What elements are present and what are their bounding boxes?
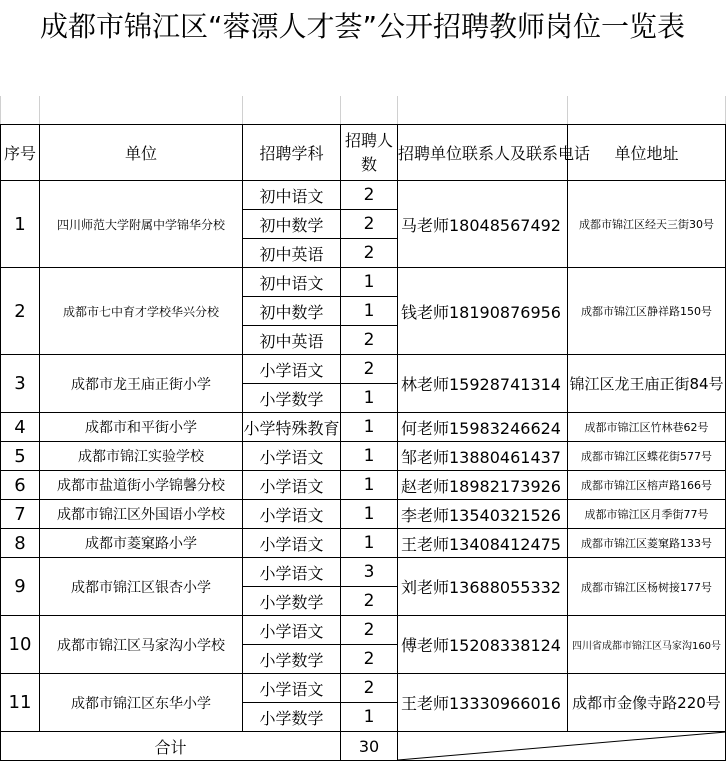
table-row [1,500,726,529]
row-seq: 10 [1,616,40,674]
row-subject: 初中英语 [243,239,341,268]
row-subject: 小学语文 [243,558,341,587]
row-subject: 小学数学 [243,384,341,413]
total-label: 合计 [1,732,341,761]
row-address: 成都市锦江区经天三街30号 [568,181,726,268]
table-row [1,355,726,384]
spacer-row [1,96,726,125]
row-subject: 小学数学 [243,587,341,616]
row-subject: 小学语文 [243,442,341,471]
row-unit: 成都市锦江区银杏小学 [40,558,243,616]
row-count: 1 [341,268,398,297]
table-row [1,558,726,587]
row-seq: 9 [1,558,40,616]
header-subject: 招聘学科 [243,125,341,181]
row-address: 四川省成都市锦江区马家沟160号 [568,616,726,674]
row-unit: 成都市锦江区外国语小学校 [40,500,243,529]
page-title: 成都市锦江区“蓉漂人才荟”公开招聘教师岗位一览表 [39,10,685,43]
row-count: 1 [341,413,398,442]
row-count: 2 [341,616,398,645]
row-subject: 小学语文 [243,529,341,558]
row-unit: 成都市盐道街小学锦馨分校 [40,471,243,500]
row-seq: 6 [1,471,40,500]
row-subject: 小学特殊教育 [243,413,341,442]
row-count: 1 [341,442,398,471]
row-contact: 刘老师13688055332 [398,558,568,616]
row-unit: 成都市锦江实验学校 [40,442,243,471]
row-count: 2 [341,239,398,268]
row-subject: 初中语文 [243,181,341,210]
row-contact: 李老师13540321526 [398,500,568,529]
row-contact: 马老师18048567492 [398,181,568,268]
row-unit: 成都市和平街小学 [40,413,243,442]
row-contact: 王老师13330966016 [398,674,568,732]
row-count: 1 [341,703,398,732]
row-seq: 1 [1,181,40,268]
row-contact: 王老师13408412475 [398,529,568,558]
row-seq: 3 [1,355,40,413]
row-seq: 7 [1,500,40,529]
recruitment-table [0,96,726,761]
row-address: 成都市锦江区蝶花街577号 [568,442,726,471]
row-contact: 邹老师13880461437 [398,442,568,471]
row-subject: 初中语文 [243,268,341,297]
table-row [1,442,726,471]
row-unit: 成都市菱窠路小学 [40,529,243,558]
row-contact: 赵老师18982173926 [398,471,568,500]
header-row [1,125,726,181]
row-unit: 四川师范大学附属中学锦华分校 [40,181,243,268]
header-seq: 序号 [1,125,40,181]
header-count: 招聘人数 [341,125,398,181]
row-address: 成都市锦江区榕声路166号 [568,471,726,500]
row-subject: 小学语文 [243,674,341,703]
row-contact: 钱老师18190876956 [398,268,568,355]
diagonal-line [398,732,726,760]
row-count: 2 [341,674,398,703]
row-address: 成都市金像寺路220号 [568,674,726,732]
table-row [1,181,726,210]
row-subject: 初中数学 [243,297,341,326]
header-contact: 招聘单位联系人及联系电话 [398,125,568,181]
row-unit: 成都市锦江区东华小学 [40,674,243,732]
row-count: 1 [341,500,398,529]
row-subject: 小学语文 [243,471,341,500]
row-subject: 小学语文 [243,616,341,645]
row-count: 2 [341,587,398,616]
row-count: 1 [341,529,398,558]
table-row [1,413,726,442]
table-row [1,471,726,500]
row-seq: 4 [1,413,40,442]
row-contact: 何老师15983246624 [398,413,568,442]
header-address: 单位地址 [568,125,726,181]
row-subject: 小学数学 [243,645,341,674]
row-address: 锦江区龙王庙正街84号 [568,355,726,413]
row-unit: 成都市龙王庙正街小学 [40,355,243,413]
table-row [1,616,726,645]
row-subject: 初中数学 [243,210,341,239]
row-address: 成都市锦江区菱窠路133号 [568,529,726,558]
table-row [1,674,726,703]
row-count: 2 [341,355,398,384]
row-address: 成都市锦江区竹林巷62号 [568,413,726,442]
row-count: 1 [341,471,398,500]
row-count: 2 [341,645,398,674]
row-count: 1 [341,297,398,326]
row-contact: 林老师15928741314 [398,355,568,413]
row-count: 2 [341,210,398,239]
row-unit: 成都市七中育才学校华兴分校 [40,268,243,355]
row-address: 成都市锦江区月季街77号 [568,500,726,529]
table-row [1,268,726,297]
row-subject: 小学数学 [243,703,341,732]
row-subject: 小学语文 [243,355,341,384]
table-row [1,529,726,558]
row-address: 成都市锦江区静祥路150号 [568,268,726,355]
row-count: 2 [341,326,398,355]
row-count: 1 [341,384,398,413]
row-subject: 小学语文 [243,500,341,529]
row-seq: 5 [1,442,40,471]
total-diagonal-cell [398,732,726,761]
total-value: 30 [341,732,398,761]
row-count: 2 [341,181,398,210]
row-unit: 成都市锦江区马家沟小学校 [40,616,243,674]
header-unit: 单位 [40,125,243,181]
row-seq: 2 [1,268,40,355]
row-seq: 11 [1,674,40,732]
total-row [1,732,726,761]
row-subject: 初中英语 [243,326,341,355]
row-seq: 8 [1,529,40,558]
row-count: 3 [341,558,398,587]
row-address: 成都市锦江区杨树接177号 [568,558,726,616]
row-contact: 傅老师15208338124 [398,616,568,674]
